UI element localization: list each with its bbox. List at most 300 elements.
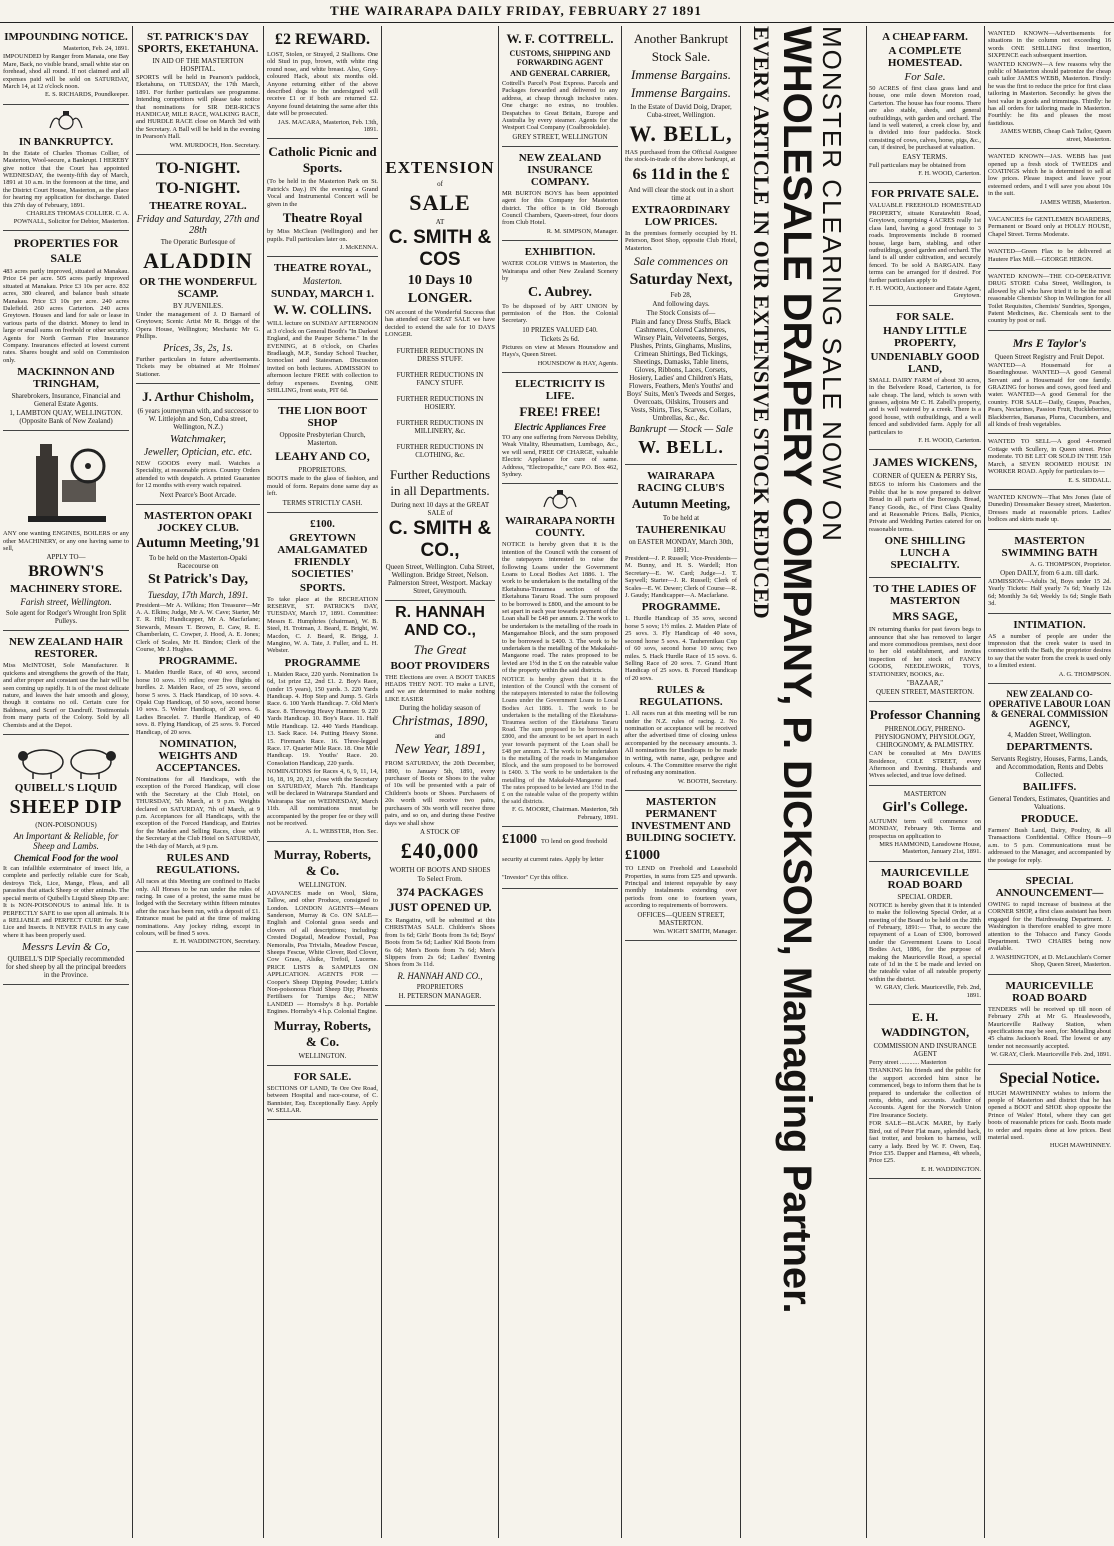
collins-lecture-ad	[267, 257, 378, 400]
day: SUNDAY, MARCH 1.	[270, 288, 375, 301]
ad-title: Catholic Picnic and Sports.	[268, 144, 377, 176]
dickson-headline: WHOLESALE DRAPERY COMPANY, P. DICKSON, Managing Partner.	[775, 26, 819, 1314]
programme: 1. Maiden Hurdle Race, of 40 sovs, second horse 10 sovs. 1½ miles; over five flights of hurdles. 2. Maiden Race, of 25 sovs, second horse 5 sovs. 3. Hack Handicap, of 10 sovs. 4. Opaki Cup Handicap, of 50 sovs, second horse 10 sovs. 5. Welter Handicap, of 20 sovs. 6. Ladies Bracelet. 7. Hurdle Handicap, of 40 sovs. 8. Flying Handicap, of 25 sovs. 9. Forced Handicap, of 20 sovs.	[136, 669, 260, 736]
ad-body-3: And will clear the stock out in a short time at	[628, 185, 734, 202]
select: To Select From.	[417, 874, 463, 883]
stock-list: Plain and fancy Dress Stuffs, Black Cashmeres, Colored Cashmeres, Winsey Plain, Velveteens, Serges, Plushes, Prints, Ginghams, Muslins, Crimean Shirtings, Bed Tickings, Sheetings, Damasks, Table linens, Gloves, Ribbons, Laces, Corsets, Hosiery, Ladies' and Children's Hats, Flowers, Feathers, Men's Youths' and Boys' Suits, Men's Tweeds and Serges, Overcoats, Oilskins, Trousers and Vests, Shirts, Ties, Scarves, Collars, Umbrellas, &c., &c.	[626, 318, 736, 423]
ad-body: SECTIONS OF LAND, Te Ore Ore Road, between Hospital and race-course, of C. Bannister, Esq. Exceptionally Easy. Apply W. SELLAR.	[267, 1084, 378, 1114]
regulations-body: All races at this Meeting are confined to Hacks only. All Horses to be run under the rules of racing. In case of a protest, the same must be lodged with the Secretary within fifteen minutes after the race has been run, with a deposit of £1. Entrance must be paid at the time of making nominations. Any jockey riding, except in colours, will be fined 5 sovs.	[136, 878, 260, 937]
swimming-bath-ad	[988, 530, 1111, 614]
firm-address: 1, LAMBTON QUAY, WELLINGTON. (Opposite Bank of New Zealand)	[9, 409, 123, 426]
ad-body: (6 years journeyman with, and successor to W. Littlejohn and Son, Cuba street, Wellington, N.Z.)	[137, 406, 259, 431]
ad-title-3: For Sale.	[904, 71, 946, 83]
ad-signature: HOUNSDOW & HAY, Agents.	[537, 359, 618, 367]
programme-title: PROGRAMME.	[158, 655, 238, 668]
date: on EASTER MONDAY, March 30th, 1891.	[628, 538, 734, 555]
ad-title: NEW ZEALAND INSURANCE COMPANY.	[518, 151, 602, 188]
ad-signature: MRS HAMMOND, Lansdowne House, Masterton, January 21st, 1891.	[879, 840, 981, 856]
nominations: NOMINATIONS for Races 4, 6, 9, 11, 14, 16, 18, 19, 20, 21, close with the Secretary on SATURDAY, March 7th. Handicaps will be declared in Wairarapa Standard and Wairarapa Star on WEDNESDAY, March 11th. All nominations must be accompanied by the proper fee or they will not be received.	[267, 768, 378, 827]
ad-body: ANY one wanting ENGINES, BOILERS or any other MACHINERY, or any one having same to sell,	[3, 530, 129, 552]
ad-sub: The Great	[413, 641, 467, 657]
wickens-ad	[869, 450, 981, 578]
ad-longer: LONGER.	[407, 291, 473, 306]
ad-body: TO lend on good freehold security at current rates. Apply by letter "Investor" Cyr this office.	[502, 838, 608, 882]
ad-body: (To be held in the Masterton Park on St. Patrick's Day.) IN the evening a Grand Vocal and Instrumental Concert will be given in the	[267, 178, 378, 208]
dickson-reduced-line: EVERY ARTICLE IN OUR EXTENSIVE STOCK REDUCED	[749, 26, 774, 619]
green-flax-ad	[988, 244, 1111, 269]
ad-body: THANKING his friends and the public for the support accorded him since he commenced, begs to inform them that he is prepared to undertake the collection of rents, debts, and accounts. Auditor of Accounts. Agent for the Norwich Union Fire Insurance Society.	[869, 1067, 981, 1119]
private-sale-ad	[869, 183, 981, 305]
bankrupt-stock-ad	[625, 26, 737, 465]
ad-sub: HANDY LITTLE PROPERTY,	[883, 324, 967, 349]
rules-body: 1. All races run at this meeting will be run under the N.Z. rules of racing. 2. No nomination or acceptance will be received after the advertised time of closing unless accompanied by the necessary amounts. 3. All nominations for Handicaps to be made in writing, with name, age, pedigree and colours. 4. The Committee reserve the right of refusing any nomination.	[625, 710, 737, 777]
ad-sub: CUSTOMS, SHIPPING AND FORWARDING AGENT	[509, 49, 611, 67]
ad-of: of	[437, 180, 443, 188]
ad-address: 4, Madden Street, Wellington.	[1007, 731, 1092, 739]
ad-body: Miss McINTOSH, Sole Manufacturer. It quickens and strengthens the growth of the Hair, and after proper and constant use the hair will be seen coming up rapidly. It is of the most delicate nature, and leaves the hair smooth and glossy, though it contains no oil. Certain cure for Baldness, and Scurf or Dandruff. Testimonials from many parts of the Colony. Sold by all Chemists and at the Depot.	[3, 662, 129, 729]
firm-store: MACHINERY STORE.	[9, 583, 123, 596]
properties-ad	[3, 231, 129, 431]
machinery-ad	[3, 431, 129, 631]
ad-body: WILL lecture on SUNDAY AFTERNOON at 3 o'clock on General Booth's "In Darkest England, and the Pauper Scheme." In the EVENING, at 8 o'clock, on Charles Bradlaugh, M.P., Sunday School Teacher, Iconoclast and Statesman. Discussion invited on both lectures. ADMISSION to afternoon lecture FREE with collection to defray expenses. Evening, ONE SHILLING, front seats, PIT 6d.	[267, 320, 378, 394]
masthead-title: THE WAIRARAPA DAILY FRIDAY, FEBRUARY 27 1891	[330, 3, 702, 18]
regulations-title: RULES AND REGULATIONS.	[156, 852, 240, 877]
ad-body-2: General Tenders, Estimates, Quantities and Valuations.	[989, 795, 1110, 811]
ad-terms: TERMS STRICTLY CASH.	[282, 498, 363, 507]
ad-title: Another Bankrupt	[633, 31, 729, 46]
ad-signature: J. McKENNA.	[339, 243, 378, 251]
ad-signature: W. GRAY, Clerk. Mauriceville Feb. 2nd, 1891.	[990, 1051, 1111, 1059]
sheep-dip-ad	[3, 735, 129, 985]
venue: Theatre Royal	[282, 210, 363, 226]
ad-body: WANTED—Green Flax to be delivered at Hautere Flax Mill.—GEORGE HERON.	[988, 248, 1111, 263]
taylor-registry-ad	[988, 331, 1111, 435]
christmas: Christmas, 1890,	[391, 714, 489, 730]
ad-body: WANTED KNOWN—THE CO-OPERATIVE DRUG STORE Cuba Street, Wellington, is allowed by all who have tried it to be the most reasonable Chemists' Shop in Wellington for all Toilet Requisites, Chemists' Sundries, Sponges, Patent Medicines, &c. Chemicals sent to the country by post or rail.	[988, 272, 1111, 325]
ad-title: MAURICEVILLE ROAD BOARD	[880, 866, 969, 891]
ad-title: Girl's College.	[882, 799, 968, 815]
bargains: Immense Bargains.	[631, 67, 731, 82]
ad-body: VALUABLE FREEHOLD HOMESTEAD PROPERTY, situate Kuratawhiti Road, Greytown, comprising 4 ACRES really 1st class land, having a good frontage to 3 roads. Improvements include 8 roomed house, large barn, stabling, and other outbuildings, good garden and orchard. The land is all under cultivation, and securely fenced. To be sold A BARGAIN. Easy terms can be arranged for if desired. For further particulars apply to	[869, 202, 981, 284]
tickets: Tickets 2s 6d.	[540, 334, 580, 343]
ad-body: SMALL DAIRY FARM of about 30 acres, in the Belvedere Road, Carterton, is for sale cheap. The land, which is sown with grasses, adjoins Mr C. H. Zabell's property, and is well watered by a creek. There is a good house, with outbuildings, and a well fenced and subdivided farm. Apply for all particulars to	[869, 376, 981, 436]
ad-body: BOOTS made to the glass of fashion, and mould of form. Repairs done same day as left.	[267, 475, 378, 498]
holiday: During the holiday season of	[399, 704, 481, 713]
firm-name-2: W. BELL.	[638, 437, 724, 458]
ad-title: ELECTRICITY IS LIFE.	[515, 377, 605, 402]
ad-title: J. Arthur Chisholm,	[142, 388, 254, 404]
ad-title: FOR PRIVATE SALE.	[871, 188, 979, 201]
racing-club-ad	[625, 465, 737, 791]
ad-title: TO THE LADIES OF MASTERTON	[873, 583, 977, 608]
ad-body-2: FROM SATURDAY, the 20th December, 1890, to January 5th, 1891, every purchaser of Boots or Shoes to the value of 10s will be presented with a pair of Children's boots or Shoes. Purchasers of 20s worth will receive two pairs, purchasers of 30s worth will receive three pairs, and so on, and during these Festive days we shall show	[385, 760, 495, 827]
ad-body: ON account of the Wonderful Success that has attended our GREAT SALE we have decided to extend the sale for 10 DAYS LONGER.	[385, 309, 495, 339]
ad-body: To take place at the RECREATION RESERVE, ST. PATRICK'S DAY, TUESDAY, March 17, 1891. Committee: Messrs E. Humphries (chairman), W. B. Steel, H. Trotman, J. Beard, E. Bright, W. Macdon, C. J. Beard, R. Brigg, J. Mangino, W. A. Tate, J. Fuller, and L. H. Webster.	[267, 595, 378, 655]
ad-body: In the Estate of Charles Thomas Collier, of Masterton, Wool-secure, a Bankrupt. I HEREBY give notice that the Court has appointed WEDNESDAY, the twenty-fifth day of March, 1891 at 10 a.m. in the forenoon at the time, and the District Court House, Masterton, as the place for hearing my application for discharge. Dated this 27th day of February, 1891.	[3, 149, 129, 209]
ad-title: SPECIAL ANNOUNCEMENT—	[995, 875, 1104, 900]
column-4	[382, 26, 499, 1538]
ad-apply: APPLY TO—	[46, 553, 86, 562]
vacancies-ad	[988, 212, 1111, 244]
ad-title: A CHEAP FARM.	[882, 31, 968, 43]
bazaar: "BAZAAR,"	[906, 679, 944, 688]
ad-signature: J. WASHINGTON, at D. McLauchlan's Corner Shop, Queen Street, Masterton.	[990, 953, 1111, 969]
ad-foot: R. HANNAH AND CO.,	[397, 970, 483, 981]
manager: H. PETERSON MANAGER.	[398, 991, 482, 1000]
firm-agents: Sole agent for Rodger's Wrought Iron Split Pulleys.	[5, 609, 127, 626]
masthead	[0, 0, 1114, 23]
firm-name: LEAHY AND CO,	[275, 449, 370, 464]
ad-foot: QUIBELL'S DIP Specially recommended for shed sheep by all the principal breeders in the Province.	[5, 955, 127, 980]
ad-body: 50 ACRES of first class grass land and house, one mile down Moreton road, Carterton. The house has four rooms. There are also stable, sheds, and general outbuildings, with garden and orchard. The land is well watered, a creek close by, and is divided into four paddocks. Stock consisting of cows, calves, horse, pigs, &c., can, if desired, be purchased at valuation.	[869, 85, 981, 152]
ad-title: INTIMATION.	[1013, 618, 1086, 631]
aladdin-ad	[136, 155, 260, 384]
ad-address: GREY STREET, WELLINGTON	[512, 132, 608, 141]
column-2	[133, 26, 264, 1538]
ad-title: FOR SALE.	[293, 1070, 352, 1083]
firm-name: W. BELL,	[629, 121, 733, 146]
ad-body: SPORTS will be held in Pearson's paddock, Eketahuna, on TUESDAY, the 17th March, 1891. For further particulars see programme. Intending competitors will please take notice that nominations for SIR DER-RICK'S HANDICAP, MILE RACE, WALKING RACE, and HURDLE RACE close on March 3rd with the Secretary. A Ball will be held in the evening in Pearson's Hall.	[136, 74, 260, 141]
ad-body: HUGH MAWHINNEY wishes to inform the people of Masterton and district that he has opened a BOOT and SHOE shop opposite the Prince of Wales' Hotel, where they can get boots of reasonable prices for cash. Boots made to order and repairs done at low prices. Best material used.	[988, 1089, 1111, 1141]
ad-sub: To be held on the Masterton-Opaki Racecourse on	[148, 553, 248, 570]
ad-body: AUTUMN term will commence on MONDAY, February 9th. Terms and prospectus on application to	[869, 817, 981, 840]
loan-amount: £1000	[625, 848, 660, 864]
ad-title: EXTENSION	[385, 158, 495, 177]
ad-body: In the Estate of David Doig, Draper, Cuba-street, Wellington.	[630, 103, 732, 119]
impounding-notice	[3, 26, 129, 105]
firm-name: R. HANNAH AND CO.,	[395, 603, 485, 639]
terms: EASY TERMS.	[902, 152, 948, 161]
ad-body: WANTED—A Housemaid for a Boardinghouse. WANTED—A good General Servant and a Housemaid for one family. GRAZING for horses and cows, good feed and water. WANTED—A good General for the country. FOR SALE—Daily, Grapes, Peaches, Pears, Nectarines, Passion Fruit, Huckleberries, Blackberries, Bananas, Plums, Cucumbers, and all kinds of fresh vegetables.	[988, 361, 1111, 429]
ad-title: E. H. WADDINGTON,	[880, 1010, 970, 1040]
trade-2: Jeweller, Optician, etc. etc.	[143, 446, 253, 458]
ad-sub-2: BOOT PROVIDERS	[390, 659, 490, 672]
firm-place: WELLINGTON.	[298, 880, 347, 889]
ad-foot: Next Pearce's Boot Arcade.	[159, 490, 237, 499]
ad-body: WANTED TO SELL—A good 4-roomed Cottage with Scullery, in Queen street. Price moderate. TO BE LET OR SOLD IN THE 15th March, a SEVEN ROOMED HOUSE IN WORKER ROAD. Apply for particulars to—	[988, 438, 1111, 476]
sheep-icon	[11, 740, 121, 780]
firm-name-2: C. SMITH & CO.,	[388, 517, 492, 561]
admission: ADMISSION—Adults 3d, Boys under 15 2d. Yearly Tickets: Half yearly 7s 6d; Yearly 12s 6d; Monthly 3s 6d; Weekly 1s 6d; Single Bath 3d.	[988, 577, 1111, 608]
ad-signature: F. G. MOORE, Chairman. Masterton, 5th February, 1891.	[512, 806, 618, 821]
produce: PRODUCE.	[1020, 813, 1079, 825]
ad-chem: Chemical Food for the wool	[13, 853, 118, 864]
ad-title: FOR SALE.	[896, 310, 954, 323]
loan-amount: £1000	[502, 832, 537, 848]
ad-body: WANTED KNOWN—A few reasons why the public of Masterton should patronize the cheap cash tailor JAMES WEBB, Masterton. Firstly: he was the first to reduce the price for first class tailoring in Masterton. Secondly: he gives the best value in goods and trimmings. Thirdly: he has all orders for tailoring made in Masterton. Fourthly: he fits and pleases the most fastidious.	[988, 60, 1111, 127]
ad-sub: Queen Street Registry and Fruit Depot.	[994, 352, 1105, 361]
ad-body-4: In the premises formerly occupied by H. Peterson, Boot Shop, opposite Club Hotel, Masterton.	[625, 229, 737, 252]
ad-dateline: Masterton, Feb. 24, 1891.	[63, 45, 129, 52]
ad-body: Open DAILY, from 6 a.m. till dark.	[1000, 568, 1099, 577]
ad-title: ST. PATRICK'S DAY SPORTS, EKETAHUNA.	[137, 31, 259, 55]
ad-sub: SPECIAL ORDER.	[897, 892, 953, 901]
firm-name: MACKINNON AND TRINGHAM,	[17, 366, 115, 391]
venue: THEATRE ROYAL,	[273, 262, 372, 275]
day: St Patrick's Day,	[148, 571, 248, 587]
ad-signature: JAMES WEBB, Cheap Cash Tailor, Queen street, Masterton.	[1000, 128, 1111, 143]
smith-extension-ad	[385, 26, 495, 601]
ad-signature: E. S. RICHARDS, Poundkeeper.	[45, 91, 129, 99]
north-county-ad	[502, 484, 618, 827]
ad-body-3: Farmers' Bush Land, Dairy, Poultry, & all Transactions Confidential. Office Hours—9 a.m. to 5 p.m. Communications must be addressed to the Manager, and accompanied by the postage for reply.	[988, 827, 1111, 864]
ad-address: Opposite Presbyterian Church, Masterton.	[279, 431, 366, 448]
commences: Sale commences on	[634, 254, 728, 269]
column-5	[499, 26, 622, 1538]
ad-signature: R. M. SIMPSON, Manager.	[546, 227, 618, 235]
ad-days: 10 Days 10	[407, 273, 473, 288]
meeting: Autumn Meeting,'91	[136, 535, 260, 551]
column-1	[0, 26, 133, 1538]
firm-prop: PROPRIETORS.	[298, 466, 347, 475]
ad-body: NOTICE is hereby given that it is intended to make the following Special Order, at a meeting of the Board to be held on the 28th of February, 1891:— That, to secure the repayment of a Loan of £300, borrowed under the Government Loans to Local Bodies Act, 1886, for the purpose of making the Mauriceville Road, a special rate of 1d in the £ be made and levied on the rateable value of all rateable property within the district.	[869, 901, 981, 983]
prices: Prices, 3s, 2s, 1s.	[163, 342, 233, 354]
rate: 6s 11d in the £	[632, 165, 730, 183]
ad-title: £2 REWARD.	[274, 31, 371, 48]
ad-body: President—Mr A. Wilkins; Hon Treasurer—Mr A. A. Elkins; Judge, Mr A. W. Cave; Starter, Mr T. R. Hill; Handicapper, Mr A. Macfarlane; Stewards, Messrs T. Brown, E. Caw, R. E. Chamberlain, C. Cowper, J. Hood, A. E. Jones; Clerk of Scales, Mr H. Bindon; Clerk of the Course, Mr J. Hughes.	[136, 601, 260, 653]
hair-restorer-ad	[3, 631, 129, 735]
ad-signature: W. BOOTH, Secretary.	[677, 777, 737, 785]
ad-sub: COMMISSION AND INSURANCE AGENT	[873, 1042, 977, 1059]
ad-title: EXHIBITION.	[524, 246, 596, 259]
ad-sub: PHRENOLOGY, PHRENO-PHYSIOGNOMY, PHYSIOLOGY, CHIROGNOMY, & PALMISTRY.	[875, 725, 975, 750]
stock: A STOCK OF	[420, 827, 460, 836]
prizes: 10 PRIZES VALUED £40.	[522, 325, 598, 334]
offices: OFFICES—QUEEN STREET, MASTERTON.	[637, 910, 725, 927]
ad-body-2: by Miss McClean (Wellington) and her pupils. Full particulars later on.	[267, 228, 378, 243]
ad-body: TENDERS will be received up till noon of February 27th at Mr G. Heaslewood's, Mauriceville Railway Station, when specifications may be seen, for: Metalling about 45 chains Jackson's Road. The lowest or any tender not necessarily accepted.	[988, 1005, 1111, 1050]
reduction-1: FURTHER REDUCTIONS IN DRESS STUFF.	[396, 346, 484, 363]
place: MASTERTON	[903, 789, 947, 798]
webb-tweeds-ad	[988, 149, 1111, 212]
cottage-sale-ad	[988, 434, 1111, 489]
lunch: ONE SHILLING LUNCH A SPECIALITY.	[884, 535, 966, 572]
ad-title: IMPOUNDING NOTICE.	[4, 31, 128, 43]
ad-title: NEW ZEALAND CO-OPERATIVE LABOUR LOAN & GENERAL COMMISSION AGENCY,	[988, 689, 1111, 729]
exhibition-ad	[502, 241, 618, 373]
ad-body-2: HAS purchased from the Official Assignee the stock-in-trade of the above bankrupt, at	[625, 149, 737, 164]
ad-title: TO-NIGHT.	[155, 160, 241, 178]
reduction-3: FURTHER REDUCTIONS IN HOSIERY.	[396, 394, 484, 411]
opera: The Operatic Burlesque of	[160, 238, 236, 247]
stpatrick-sports-ad	[136, 26, 260, 155]
and: and	[434, 732, 446, 741]
mauriceville-order-ad	[869, 862, 981, 1005]
ad-title-2: TO-NIGHT.	[155, 180, 241, 198]
ad-signature: F. H. WOOD, Auctioneer and Estate Agent, Greytown.	[869, 284, 981, 300]
ad-signature: JAMES WEBB, Masterton.	[1040, 198, 1111, 206]
ad-title: MASTERTON PERMANENT INVESTMENT AND BUILDING SOCIETY.	[626, 796, 736, 845]
ad-sale: SALE	[409, 190, 471, 215]
ad-body: VACANCIES for GENTLEMEN BOARDERS, Permanent or Board only at HOLLY HOUSE, Chapel Street. Terms Moderate.	[988, 215, 1111, 238]
bankruptcy-notice	[3, 105, 129, 231]
ad-title: MASTERTON OPAKI JOCKEY CLUB.	[143, 509, 253, 534]
column-9	[985, 26, 1114, 1538]
firm-street: Farish street, Wellington.	[20, 597, 112, 608]
ad-body-3: Ex Rangatira, will be submitted at this CHRISTMAS SALE. Children's Shoes from 1s 6d; Girls' Boots from 3s 6d; Boys' Boots from 5s 6d; Ladies' Kid Boots from 6s 6d; Men's Boots from 7s 6d; Men's Slippers from 2s 6d; Ladies' Evening Shoes from 3s 11d.	[385, 916, 495, 969]
programme-title: PROGRAMME.	[641, 601, 721, 614]
ad-body: WANTED KNOWN—JAS. WEBB has just opened up a fresh stock of TWEEDS and COATINGS which he is determined to sell at low prices. Please inspect and leave your esteemed orders, and I will save you about 10s in the suit.	[988, 153, 1111, 198]
ad-signature: JAS. MACARA, Masterton, Feb. 13th, 1891.	[278, 118, 378, 134]
reduction-5: FURTHER REDUCTIONS IN CLOTHING, &c.	[396, 442, 484, 459]
follow: And following days.	[652, 300, 710, 309]
ad-signature: CHARLES THOMAS COLLIER. C. A. POWNALL, Solicitor for Debtor, Masterton.	[13, 210, 129, 225]
ad-signature: Wm. WIGHT SMITH, Manager.	[653, 927, 737, 935]
ad-signature: E. H. WADDINGTON.	[921, 1165, 981, 1173]
ad-signature: F. H. WOOD, Carterton.	[918, 437, 981, 444]
wanted-known-ad	[988, 26, 1111, 149]
cheap-farm-ad	[869, 26, 981, 183]
ad-title: W. W. COLLINS.	[273, 302, 372, 318]
ad-signature: W. GRAY, Clerk. Mauriceville, Feb. 2nd, 1891.	[875, 984, 981, 999]
reduction-2: FURTHER REDUCTIONS IN FANCY STUFF.	[396, 370, 484, 387]
greytown-sports-ad	[267, 513, 378, 842]
ad-signature: A. L. WEBSTER, Hon. Sec.	[305, 828, 378, 836]
ad-body: OWING to rapid increase of business at the CORNER SHOP, a first class assistant has been engaged for the Hairdressing Department. J. Washington is therefore enabled to give more attention to the Tobacco and Fancy Goods Department. TWO CHAIRS being now available.	[988, 901, 1111, 953]
ad-title: JAMES WICKENS,	[872, 455, 978, 470]
ad-signature: A. G. THOMPSON.	[1058, 670, 1111, 678]
ad-title-2: Stock Sale.	[651, 49, 711, 64]
show-sub: OR THE WONDERFUL SCAMP.	[139, 276, 257, 301]
loan-ad	[502, 827, 618, 889]
mrs-sage-ad	[869, 578, 981, 702]
place: Masterton.	[302, 276, 343, 287]
column-6	[622, 26, 741, 1538]
date: Feb 28,	[670, 291, 692, 300]
land-for-sale-ad	[267, 1066, 378, 1121]
ad-body-2: NEW GOODS every mail. Watches a Speciality, at reasonable prices. Country Orders attended to with despatch. A printed Guarantee for 12 months with every watch repaired.	[136, 459, 260, 490]
ad-body: President—J. P. Russell; Vice-Presidents—M. Bunny, and H. S. Wardell; Hon Secretary—E. W. Card; Judge—J. T. Saywell; Starter—J. R. Russell; Clerk of Scales—E. W. Dewer; Clerk of Course—R. J. Gaudy; Handicapper—A. Macfarlane.	[625, 555, 737, 600]
ad-title: IN BANKRUPTCY.	[18, 135, 114, 148]
ad-body-2: To be disposed of by ART UNION by permission of the Hon. the Colonial Secretary.	[502, 302, 618, 325]
departments: DEPARTMENTS.	[1006, 741, 1093, 753]
ad-body: AS a number of people are under the impression that the creek water is used in connection with the Bath, the proprietor desires to say that the water from the creek is used only to a limited extent.	[988, 632, 1111, 670]
consists: The Stock Consists of—	[646, 309, 716, 318]
dressmaker-ad	[988, 490, 1111, 530]
ad-title: WAIRARAPA NORTH COUNTY.	[505, 515, 615, 540]
waddington-ad	[869, 1005, 981, 1179]
ad-title: W. F. COTTRELL.	[506, 31, 614, 46]
appliances: Electric Appliances Free	[514, 421, 606, 432]
intimation-ad	[988, 614, 1111, 684]
ad-line: An Important & Reliable, for Sheep and Lambs.	[13, 831, 119, 852]
ad-body: WANTED KNOWN—That Mrs Jones (late of Dunedin) Dressmaker Bessey street, Masterton. Dresses made at reasonable prices. Ladies' bodices and skirts made up.	[988, 493, 1111, 524]
ad-title: THE LION BOOT SHOP	[278, 405, 367, 430]
ad-title: MAURICEVILLE ROAD BOARD	[1005, 979, 1094, 1004]
place: TAUHERENIKAU	[635, 524, 727, 537]
ad-title-2: A COMPLETE HOMESTEAD.	[887, 45, 963, 69]
ad-title: GREYTOWN AMALGAMATED FRIENDLY SOCIETIES'	[277, 531, 368, 580]
reward-ad	[267, 26, 378, 139]
ad-sub: IN AID OF THE MASTERTON HOSPITAL.	[152, 57, 244, 73]
ad-body-cont: NOTICE is hereby given that it is the intention of the Council with the consent of the ratepayers interested to raise the following Loans under the Government Loans to Local Bodies Act 1886. 1. The work to be undertaken is the metalling of the Eketahuna-Tiraumea section of the Eketahuna Tararu Road. The sum proposed to be borrowed is £800, and the amount to be set apart in each year towards payment of the Loan shall be £48 per annum. 2. The work to be undertaken is the metalling of the roads in Mangamahoe Block, and the sum proposed to be borrowed is £400. 3. The work to be undertaken is the metalling of the Makakahi-Mangaone road. The rates proposed to be levied are 1½d in the £ on the rateable value of the property within the said districts.	[502, 675, 618, 806]
ad-title: WANTED KNOWN—Advertisements for situations in the column not exceeding 16 words ONE SHILLING first insertion, SIXPENCE each subsequent insertion.	[988, 30, 1111, 60]
ad-foot: Full particulars may be obtained from	[869, 161, 966, 169]
reduction-4: FURTHER REDUCTIONS IN MILLINERY, &c.	[396, 418, 484, 435]
ad-title: Special Notice.	[999, 1069, 1100, 1087]
ad-body: CAN be consulted at Mrs DAVIES Residence, COLE STREET, every Afternoon and Evening. Husbands and Wives selected, and true love defined.	[869, 750, 981, 780]
worth: WORTH OF BOOTS AND SHOES	[389, 865, 491, 874]
rules-title: RULES & REGULATIONS.	[639, 684, 723, 709]
show-by: BY JUVENILES.	[173, 302, 223, 311]
royal-crest-icon	[46, 110, 86, 134]
steam-engine-icon	[18, 436, 114, 528]
artist: C. Aubrey.	[528, 284, 592, 300]
royal-crest-icon	[540, 489, 580, 513]
new-year: New Year, 1891,	[394, 742, 486, 758]
rules-body: Nominations for all Handicaps, with the exception of the Forced Handicap, will close with the Secretary at the Club Hotel, on THURSDAY, 5th March, at 9 p.m. Weights declared on SATURDAY, 7th of March, at 9 p.m. Acceptances for all Handicaps, with the exception of the Forced Handicap, and Entries for the Maiden and Selling Races, close with the Secretary at the Club Hotel on SATURDAY, the 14th day of March, at 9 p.m.	[136, 776, 260, 850]
stock-amount: £40,000	[400, 837, 480, 863]
ad-address: CORNER of QUEEN & PERRY Sts,	[872, 472, 978, 481]
show-title: ALADDIN	[143, 248, 253, 274]
ad-body: It can infallible exterminator of insect life, a complete and perfectly reliable cure for Scab, destroys Tick, Lice, Mange, Fleas, and all parasites that attack Sheep or other animals. The special merits of Quibell's Liquid Sheep Dip are: It is NON-POISONOUS to animal life. It is PERFECTLY SAFE to use upon all animals. It is a RELIABLE and PERFECT CURE for Scab, Lice and Insects. It NEVER FAILS in any case where it has been properly used.	[3, 865, 129, 939]
column-8	[866, 26, 985, 1538]
special-notice-ad	[988, 1065, 1111, 1155]
hannah-boots-ad	[385, 601, 495, 1006]
ad-signature: F. H. WOOD, Carterton.	[918, 170, 981, 178]
ad-body: THE Elections are over. A BOOT TAKES HEADS THEY NOT. TO make a LIVE, and we are determined to make nothing LIKE EASIER	[385, 673, 495, 703]
ad-body: LOST, Stolen, or Strayed, 2 Stallions. One old Stud in pup, brown, with white ring round nose, and white breast. Also, Grey-coloured Hack, about six months old. Anyone returning either of the above described dogs to the undersigned will receive £1 or if both are returned £2. Anyone found detaining the same after this date will be prosecuted.	[267, 51, 378, 118]
ad-sale: FOR SALE—BLACK MARE, by Early Bird, out of Peter Flat mare, splendid hack, fast trotter, and broken to harness, will carry a lady. Bred by W. F. Owen, Esq. Price £35. Dapper and Harness, 4ft wheels, Price £25.	[869, 1120, 981, 1165]
catholic-picnic-ad	[267, 139, 378, 257]
name: MRS SAGE,	[892, 609, 958, 624]
drug-store-ad	[988, 269, 1111, 331]
ad-product: SHEEP DIP	[9, 796, 123, 819]
channing-ad	[869, 702, 981, 786]
firm-addresses: Queen Street, Wellington. Cuba Street, Wellington. Bridge Street, Nelson. Palmerston Street, Westport. Mackay Street, Greymouth.	[385, 562, 495, 595]
programme-title: PROGRAMME	[284, 656, 361, 669]
bailiffs: BAILIFFS.	[1022, 781, 1077, 793]
dates: Friday and Saturday, 27th and 28th	[136, 214, 260, 237]
dickson-sale-line: MONSTER CLEARING SALE NOW ON	[817, 26, 847, 543]
ad-body: TO LEND on Freehold and Leasehold Properties, in sums from £25 and upwards. Principal and interest repayable by easy monthly instalments extending over periods from one to fourteen years, according to requirements of borrowers.	[625, 865, 737, 910]
ad-body: ADVANCES made on Wool, Skins, Tallow, and other Produce, consigned to London. LONDON AGENTS—Messrs Sanderson, Murray & Co. ON SALE—English and Colonial grass seeds and clovers of all descriptions; including: Crested Dogstail, Meadow Foxtail, Poa Nemoralis, Poa Trivialis, Meadow Fescue, Sheeps Fescue, White Clover, Red Clover, Cow Grass, Alsike, Trefoil, Lucerne. PRICE LISTS & SAMPLES ON APPLICATION. AGENTS FOR — Cooper's Sheep Dipping Powder; Little's Non-poisonous Fluid Sheep Dip; Phoenix Fertilisers for Turnips &c.; NEW LANDED — Hornsby's 8 h.p. Portable Engines. Hornsby's 4 h.p. Colonial Engine.	[267, 889, 378, 1016]
programme: 1. Maiden Race, 220 yards. Nomination 1s 6d, 1st prize £2, 2nd £1. 2. Boy's Race, (under 15 years), 150 yards. 3. 220 Yards Handicap. 4. Hop Step and Jump. 5. Girls Race. 6. 100 Yards Handicap. 7. Old Men's Race. 8. Throwing Heavy Hammer. 9. 220 Yards Handicap. 10. Boy's Race. 11. Half Mile Handicap. 12. 440 Yards Handicap. 13. Sack Race. 14. Putting Heavy Stone. 15. Fireman's Race. 16. Three-legged Race. 17. Quarter Mile Race. 18. One Mile Handicap. 19. Youths' Race. 20. Consolation Handicap, 220 yards.	[267, 670, 378, 767]
co-operative-agency-ad	[988, 684, 1111, 870]
bargains-2: Immense Bargains.	[631, 85, 731, 100]
ad-signature: E. S. SIDDALL.	[1068, 476, 1111, 484]
ad-title: PROPERTIES FOR SALE	[13, 235, 119, 265]
building-society-ad	[625, 791, 737, 941]
column-3	[264, 26, 382, 1538]
ad-title: WAIRARAPA RACING CLUB'S	[637, 470, 725, 495]
special-announcement-ad	[988, 870, 1111, 975]
ad-title: Mrs E Taylor's	[1012, 335, 1087, 350]
ad-signature: A. G. THOMPSON, Proprietor.	[1029, 560, 1111, 568]
ad-body: MR BURTON BOYS has been appointed agent for this Company for Masterton district. The office is in Old Borough Council Chambers, Queen-street, four doors from Club Hotel.	[502, 189, 618, 227]
ad-title-2: Murray, Roberts, & Co.	[273, 1017, 372, 1049]
ad-body: IN returning thanks for past favors begs to announce that she has removed to larger and more commodious premises, next door to her old establishment, and invites inspection of her stock of FANCY GOODS, NEEDLEWORK, TOYS, STATIONERY, BOOKS, &c.	[869, 626, 981, 678]
further-reductions: Further Reductions in all Departments.	[389, 466, 490, 498]
prop: PROPRIETORS	[416, 982, 464, 991]
ad-title: Murray, Roberts, & Co.	[273, 846, 372, 878]
ad-sub-2: UNDENIABLY GOOD LAND,	[870, 350, 980, 375]
packages: 374 PACKAGES JUST OPENED UP.	[388, 884, 492, 914]
saturday: Saturday Next,	[629, 271, 733, 289]
firm-place-2: WELLINGTON.	[298, 1051, 347, 1060]
ad-foot: Bankrupt — Stock — Sale	[629, 424, 733, 436]
ad-amount: £100.	[310, 517, 335, 530]
ad-title: MASTERTON SWIMMING BATH	[1001, 534, 1098, 559]
ad-body: 483 acres partly improved, situated at Manakau. Price £4 per acre. 505 acres partly improved situated at Manakau. Price £3 10s per acre. 832 acres, 380 cleared, and balance bush situate Manakau. Price £3 10s per acre. 240 acres Dalefield. 260 acres Carterton. 240 acres Greytown. Houses and land for sale or lease in various parts of the district. Money to lend in large or small sums on freehold or other security. Agents for North German Fire Insurance Company. Insurances effected at lowest current rates. Shares bought and sold on Commission only.	[3, 267, 129, 364]
ad-signature: E. H. WADDINGTON, Secretary.	[173, 938, 260, 946]
low-prices: EXTRAORDINARY LOW PRICES.	[631, 203, 731, 228]
ad-body: TO any one suffering from Nervous Debility, Weak Vitality, Rheumatism, Lumbago, &c., we will send, FREE OF CHARGE, valuable Electric Appliance for cure of same. Address, "Electropathic," care P.O. Box 462, Sydney.	[502, 433, 618, 478]
column-7-dickson-ad	[741, 26, 867, 1538]
trade: Watchmaker,	[169, 432, 227, 445]
firm-name: BROWN'S	[28, 563, 104, 581]
ad-body: Under the management of J. D Barnard of Greytown; Scenic Artist Mr R. Briggs of the Opera House, Wellington; Mechanic Mr G. Phillips.	[136, 311, 260, 341]
